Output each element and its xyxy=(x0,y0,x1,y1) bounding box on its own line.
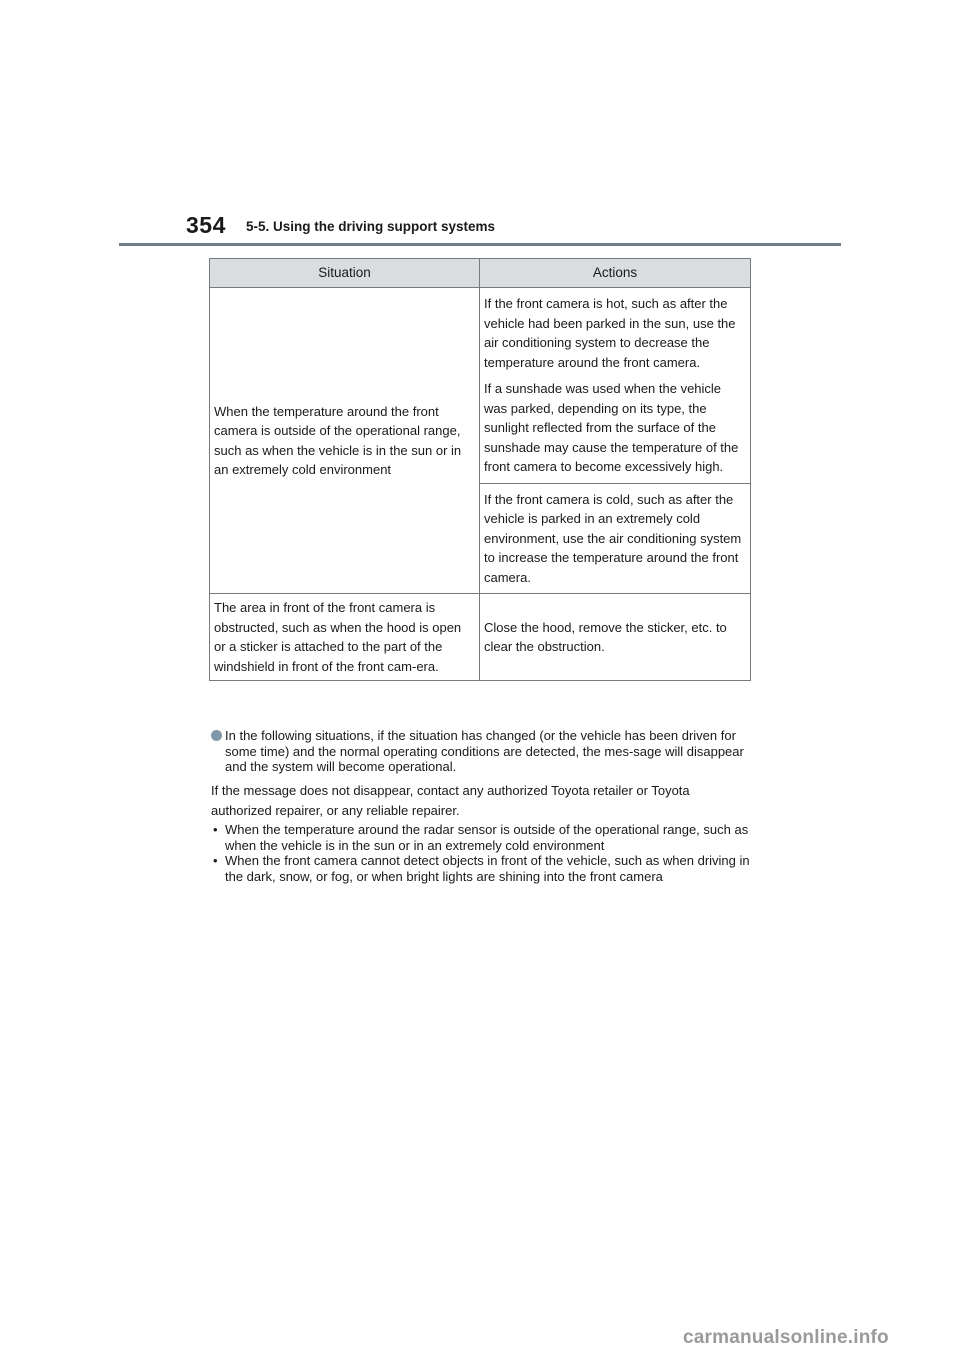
table-header-row xyxy=(210,259,751,288)
situation-actions-table xyxy=(209,258,751,681)
bullet-dot-icon xyxy=(211,730,222,741)
situations-list xyxy=(211,822,756,884)
list-marker: • xyxy=(213,853,218,868)
action-cell xyxy=(480,288,751,484)
list-item xyxy=(211,853,756,884)
list-item-text: When the front camera cannot detect objects in front of the vehicle, such as when driving in the dark, snow, or fog, or when bright lights are shining into the front camera xyxy=(225,853,750,884)
list-item xyxy=(211,822,756,853)
contact-paragraph: If the message does not disappear, contact any authorized Toyota retailer or Toyota authorized repairer, or any reliable repairer. xyxy=(211,783,690,818)
situation-cell: When the temperature around the front camera is outside of the operational range, such as when the vehicle is in the sun or in an extremely cold environment xyxy=(210,288,480,594)
list-marker: • xyxy=(213,822,218,837)
page-number: 354 xyxy=(186,212,226,238)
list-item-text: When the temperature around the radar sensor is outside of the operational range, such as when the vehicle is in the sun or in an extremely cold environment xyxy=(225,822,749,853)
table-row xyxy=(210,288,751,484)
action-cell xyxy=(480,483,751,594)
note-text: In the following situations, if the situation has changed (or the vehicle has been driven for some time) and the normal operating conditions are detected, the mes-sage will disappear and the system will become operational. xyxy=(225,728,744,774)
header-divider xyxy=(119,243,841,246)
action-cell: Close the hood, remove the sticker, etc. to clear the obstruction. xyxy=(480,594,751,681)
column-header-actions: Actions xyxy=(480,259,751,288)
action-text: If the front camera is hot, such as after the vehicle had been parked in the sun, use the air conditioning system to decrease the temperature around the front camera. xyxy=(484,296,736,370)
watermark-text[interactable]: carmanualsonline.info xyxy=(683,1327,889,1348)
column-header-situation: Situation xyxy=(210,259,480,288)
situation-cell: The area in front of the front camera is obstructed, such as when the hood is open or a sticker is attached to the part of the windshield in front of the front cam-era. xyxy=(210,594,480,681)
table-row xyxy=(210,594,751,681)
action-text: If the front camera is cold, such as after the vehicle is parked in an extremely cold environment, use the air conditioning system to increase the temperature around the front camera. xyxy=(484,491,742,585)
section-title: 5-5. Using the driving support systems xyxy=(246,219,496,234)
action-text: If a sunshade was used when the vehicle was parked, depending on its type, the sunlight reflected from the surface of the sunshade may cause the temperature of the front camera to become excessively high. xyxy=(484,381,739,474)
note-bullet xyxy=(211,728,756,775)
